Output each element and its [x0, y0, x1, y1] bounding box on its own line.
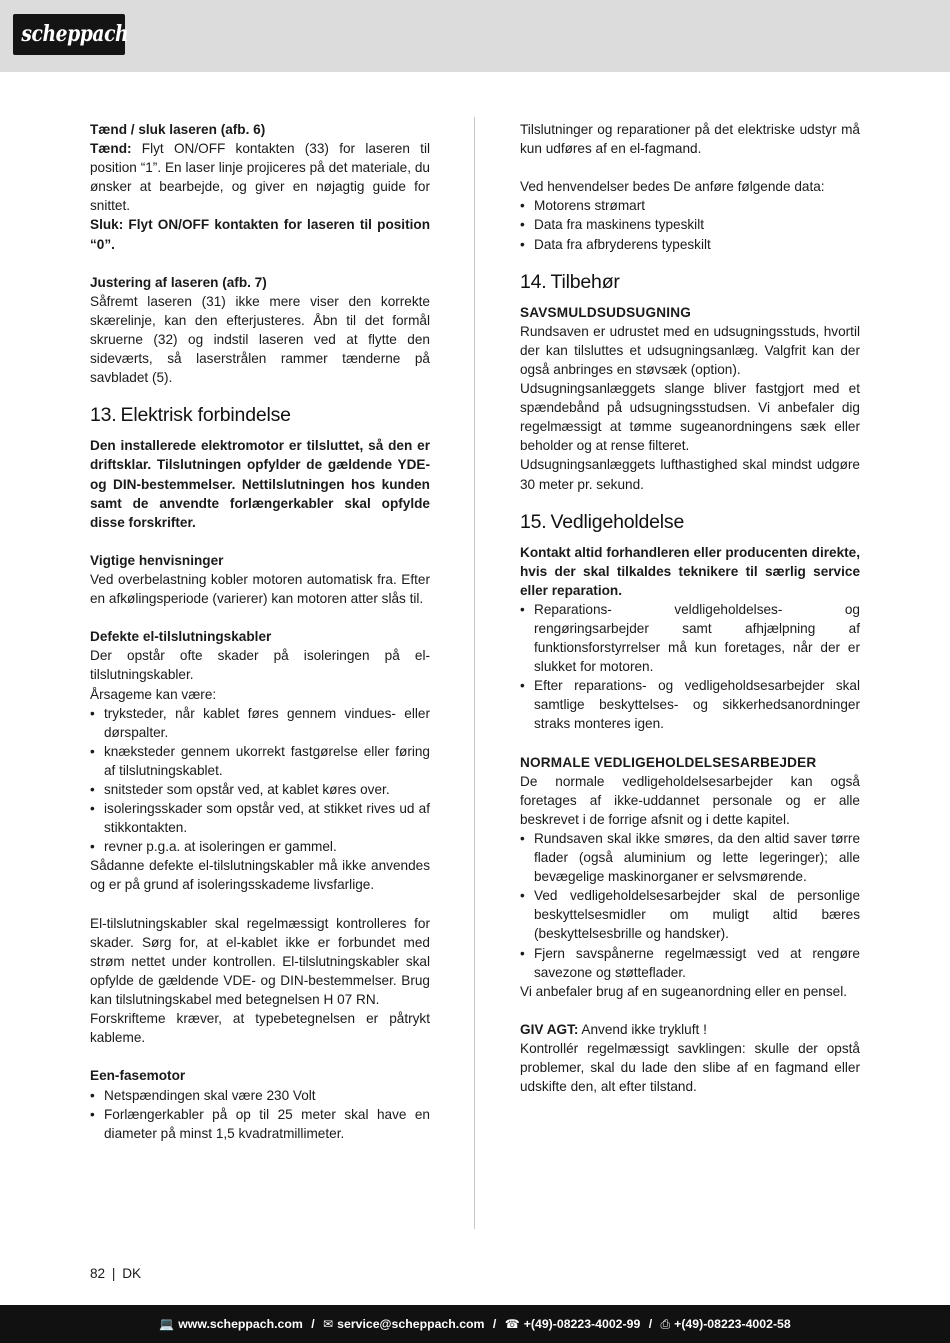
notes-title: Vigtige henvisninger [90, 552, 224, 568]
normal-maintenance-title: NORMALE VEDLIGEHOLDELSESARBEJDER [520, 754, 817, 770]
laser-adjust-text: Såfremt laseren (31) ikke mere viser den korrekte skærelinje, kan den efterjusteres. Åbn til det formål skruerne (32) og indstil laseren ved at flytte den sideværts, så laserstrålen rammer tænderne på savbladet (5). [90, 293, 430, 386]
section-15-heading [520, 509, 860, 535]
section-13-intro: Den installerede elektromotor er tilsluttet, så den er driftsklar. Tilslutningen opfylder de gældende YDE- og DIN-bestemmelser. Nettilslutningen hos kunden samt de anvendte forlængerkabler skal opfylde disse forskrifter. [90, 438, 430, 530]
section-14-title: Tilbehør [550, 270, 620, 293]
section-13-title: Elektrisk forbindelse [120, 404, 291, 427]
section-15-number: 15. [520, 510, 547, 533]
laser-on-paragraph [90, 139, 430, 215]
footer-band [0, 1305, 950, 1343]
section-14-heading [520, 269, 860, 295]
laser-adjust-title: Justering af laseren (afb. 7) [90, 274, 267, 290]
list-item: • Efter reparations- og vedligeholdsesarbejder skal samtlige beskyttelses- og sikkerhedsanordninger straks monteres igen. [520, 676, 860, 733]
causes-label: Årsageme kan være: [90, 686, 217, 702]
right-column [520, 120, 860, 1096]
section-14-number: 14. [520, 270, 547, 293]
list-item: • Fjern savspånerne regelmæssigt ved at rengøre savezone og støtteflader. [520, 944, 860, 982]
causes-list [90, 704, 430, 857]
list-item: • Reparations- veldligeholdelses- og rengøringsarbejder samt afhjælpning af funktionsforstyrrelser må kun foretages, når der er slukket for motoren. [520, 600, 860, 676]
list-item: • knæksteder gennem ukorrekt fastgørelse eller føring af tilslutningskablet. [90, 742, 430, 780]
section-13-number: 13. [90, 404, 117, 427]
list-item: • Motorens strømart [520, 196, 860, 215]
list-item: • Forlængerkabler på op til 25 meter skal have en diameter på minst 1,5 kvadratmillimeter. [90, 1105, 430, 1143]
page-number [90, 1264, 141, 1283]
list-item: • snitsteder som opstår ved, at kablet køres over. [90, 780, 430, 799]
cable-check-text: El-tilslutningskabler skal regelmæssigt kontrolleres for skader. Sørg for, at el-kablet ikke er forbundet med strøm nettet under kontrollen. El-tilslutningskabler skal opfylde de gældende VDE- og DIN-bestemmelser. Brug kan tilslutningskabel med betegnelsen H 07 RN. [90, 915, 430, 1008]
dust-extraction-title: SAVSMULDSUDSUGNING [520, 304, 692, 320]
dust-text-2: Udsugningsanlæggets slange bliver fastgjort med et spændebånd på udsugningsstudsen. Vi anbefaler dig regelmæssigt at tømme sugeanordningens sæk eller beholder og at rense filteret. [520, 381, 860, 454]
page-language: DK [122, 1266, 142, 1281]
column-divider [474, 117, 475, 1229]
defect-cables-text: Der opstår ofte skader på isoleringen på el-tilslutningskabler. [90, 648, 430, 683]
footer-separator: / [648, 1317, 653, 1331]
laser-off-text: Sluk: Flyt ON/OFF kontakten for laseren til position “0”. [90, 217, 430, 252]
footer-separator: / [311, 1317, 315, 1331]
computer-icon: 💻 [159, 1317, 175, 1331]
list-item: • Data fra afbryderens typeskilt [520, 235, 860, 254]
caution-label: GIV AGT: [520, 1021, 579, 1037]
list-item: • Data fra maskinens typeskilt [520, 215, 860, 234]
header-band [0, 0, 950, 72]
email-icon: ✉ [323, 1317, 334, 1331]
list-item: • Rundsaven skal ikke smøres, da den altid saver tørre flader (også aluminium og lette legeringer); alle bevægelige maskinorganer er selvsmørende. [520, 829, 860, 886]
footer-separator: / [492, 1317, 497, 1331]
defect-cables-title: Defekte el-tilslutningskabler [90, 629, 272, 645]
list-item: • isoleringsskader som opstår ved, at stikket rives ud af stikkontakten. [90, 799, 430, 837]
inquiry-text: Ved henvendelser bedes De anføre følgende data: [520, 179, 825, 195]
cable-marking-text: Forskrifteme kræver, at typebetegnelsen er påtrykt kableme. [90, 1011, 430, 1046]
single-phase-title: Een-fasemotor [90, 1068, 186, 1084]
left-column [90, 120, 430, 1143]
normal-maintenance-list [520, 829, 860, 982]
section-15-title: Vedligeholdelse [550, 510, 685, 533]
laser-on-label: Tænd: [90, 141, 132, 157]
footer-contact [0, 1305, 950, 1343]
normal-maintenance-text: De normale vedligeholdelsesarbejder kan også foretages af ikke-uddannet personale og er alle beskrevet i de forrige afsnit og i dette kapitel. [520, 773, 860, 827]
brand-logo [13, 14, 129, 55]
fax-icon: ⎙ [660, 1317, 671, 1331]
list-item: • Netspændingen skal være 230 Volt [90, 1086, 430, 1105]
footer-fax: +(49)-08223-4002-58 [674, 1317, 791, 1331]
blade-check-text: Kontrollér regelmæssigt savklingen: skulle der opstå problemer, skal du lade den slibe af en fagmand eller udskifte den, alt efter tilstand. [520, 1041, 860, 1095]
brand-logo-text: scheppach [21, 21, 129, 47]
laser-on-text: Flyt ON/OFF kontakten (33) for laseren til position “1”. En laser linje projiceres på det materiale, du ønsker at bearbejde, og giver en nøjagtig guide for snittet. [90, 141, 430, 214]
dust-text-3: Udsugningsanlæggets lufthastighed skal mindst udgøre 30 meter pr. sekund. [520, 457, 860, 492]
caution-paragraph [520, 1020, 860, 1039]
section-15-intro: Kontakt altid forhandleren eller producenten direkte, hvis der skal tilkaldes teknikere til særlig service eller reparation. [520, 544, 860, 598]
list-item: • revner p.g.a. at isoleringen er gammel. [90, 837, 430, 856]
laser-onoff-title: Tænd / sluk laseren (afb. 6) [90, 122, 266, 137]
list-item: • Ved vedligeholdelsesarbejder skal de personlige beskyttelsesmidler om muligt altid bæres (beskyttelsesbrille og handsker). [520, 886, 860, 943]
phone-icon: ☎ [504, 1317, 520, 1331]
maintenance-list [520, 600, 860, 734]
notes-text: Ved overbelastning kobler motoren automatisk fra. Efter en afkølingsperiode (varierer) kan motoren atter slås til. [90, 571, 430, 607]
page-number-value: 82 [90, 1266, 106, 1281]
section-13-heading [90, 402, 430, 428]
defect-danger-text: Sådanne defekte el-tilslutningskabler må ikke anvendes og er på grund af isoleringsskademe livsfarlige. [90, 858, 430, 893]
footer-phone: +(49)-08223-4002-99 [523, 1317, 641, 1331]
page-number-separator: | [111, 1266, 116, 1281]
caution-text: Anvend ikke trykluft ! [578, 1021, 707, 1037]
repair-text: Tilslutninger og reparationer på det elektriske udstyr må kun udføres af en el-fagmand. [520, 122, 860, 157]
recommend-text: Vi anbefaler brug af en sugeanordning eller en pensel. [520, 983, 847, 999]
inquiry-list [520, 196, 860, 253]
footer-email[interactable]: service@scheppach.com [337, 1317, 485, 1331]
footer-website[interactable]: www.scheppach.com [178, 1317, 303, 1331]
single-phase-list [90, 1086, 430, 1143]
list-item: • tryksteder, når kablet føres gennem vindues- eller dørspalter. [90, 704, 430, 742]
dust-text-1: Rundsaven er udrustet med en udsugningsstuds, hvortil der kan tilsluttes et udsugningsanlæg. Valgfrit kan der også anbringes en støvsæk (option). [520, 323, 860, 377]
